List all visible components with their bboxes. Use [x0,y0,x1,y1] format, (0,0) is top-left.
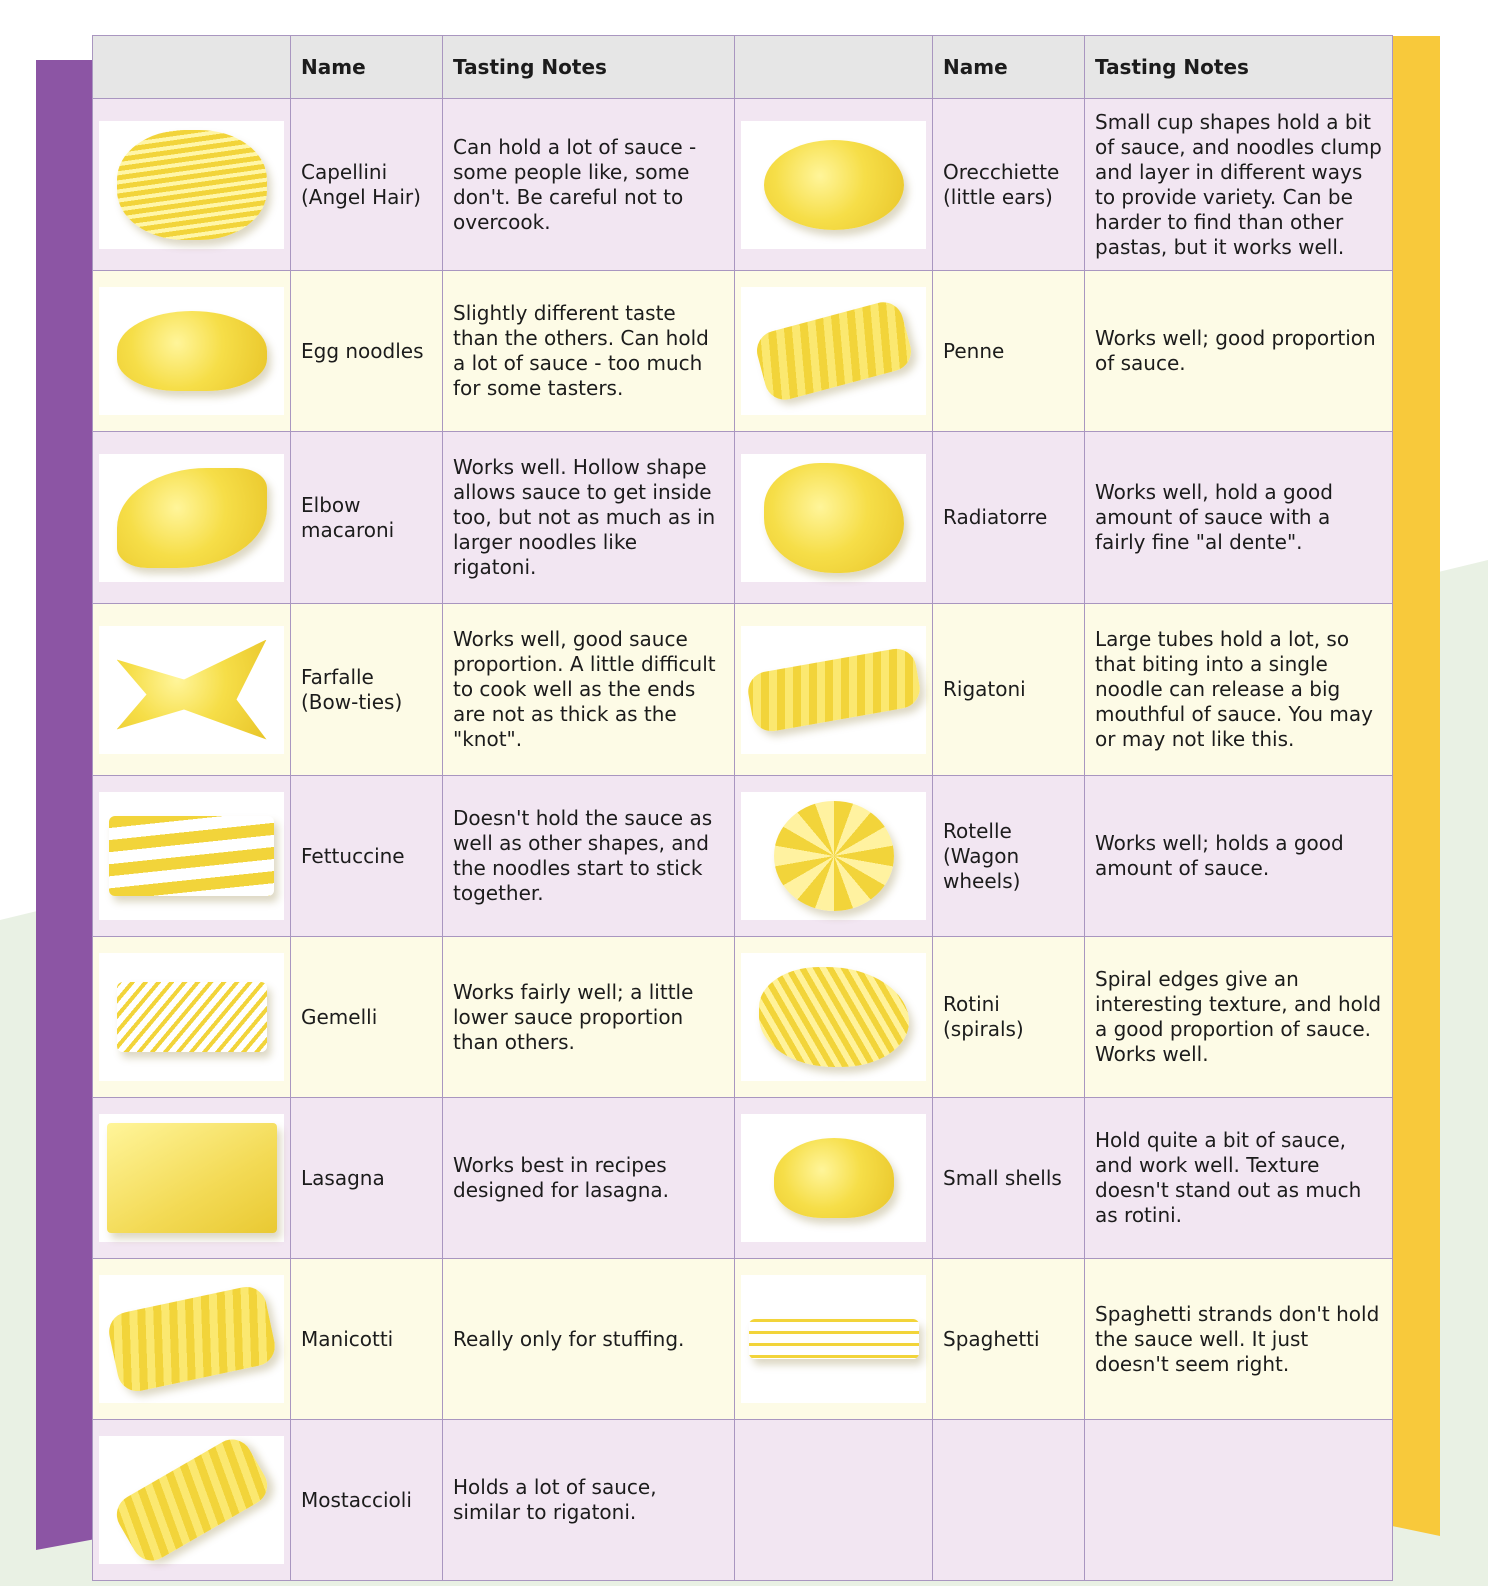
mostaccioli-photo [93,1420,291,1581]
orecchiette-photo [735,99,933,271]
pasta-name: Rotelle (Wagon wheels) [933,776,1085,937]
tasting-notes: Works best in recipes designed for lasagna. [443,1098,735,1259]
pasta-name: Rotini (spirals) [933,937,1085,1098]
farfalle-photo [93,604,291,776]
pasta-tasting-table-container [92,35,1392,1524]
rotelle-photo [735,776,933,937]
table-row [93,1259,1393,1420]
header-right-notes: Tasting Notes [1085,36,1393,99]
fettuccine-photo [93,776,291,937]
tasting-notes: Small cup shapes hold a bit of sauce, and noodles clump and layer in different ways to provide variety. Can be harder to find than other pastas, but it works well. [1085,99,1393,271]
pasta-name: Mostaccioli [291,1420,443,1581]
empty-cell [1085,1420,1393,1581]
tasting-notes: Works well; good proportion of sauce. [1085,271,1393,432]
header-left-name: Name [291,36,443,99]
tasting-notes: Large tubes hold a lot, so that biting into a single noodle can release a big mouthful of sauce. You may or may not like this. [1085,604,1393,776]
elbow-macaroni-photo [93,432,291,604]
tasting-notes: Works well. Hollow shape allows sauce to get inside too, but not as much as in larger noodles like rigatoni. [443,432,735,604]
tasting-notes: Holds a lot of sauce, similar to rigatoni. [443,1420,735,1581]
header-right-image [735,36,933,99]
header-right-name: Name [933,36,1085,99]
tasting-notes: Spaghetti strands don't hold the sauce well. It just doesn't seem right. [1085,1259,1393,1420]
pasta-name: Small shells [933,1098,1085,1259]
spaghetti-photo [735,1259,933,1420]
tasting-notes: Spiral edges give an interesting texture, and hold a good proportion of sauce. Works well. [1085,937,1393,1098]
tasting-notes: Doesn't hold the sauce as well as other shapes, and the noodles start to stick together. [443,776,735,937]
table-header-row [93,36,1393,99]
pasta-name: Radiatorre [933,432,1085,604]
table-row [93,271,1393,432]
table-row [93,776,1393,937]
capellini-photo [93,99,291,271]
table-row [93,937,1393,1098]
gemelli-photo [93,937,291,1098]
header-left-notes: Tasting Notes [443,36,735,99]
manicotti-photo [93,1259,291,1420]
penne-photo [735,271,933,432]
tasting-notes: Slightly different taste than the others. Can hold a lot of sauce - too much for some tasters. [443,271,735,432]
table-row [93,1420,1393,1581]
pasta-name: Spaghetti [933,1259,1085,1420]
tasting-notes: Can hold a lot of sauce - some people like, some don't. Be careful not to overcook. [443,99,735,271]
tasting-notes: Works well, hold a good amount of sauce with a fairly fine "al dente". [1085,432,1393,604]
table-row [93,432,1393,604]
tasting-notes: Hold quite a bit of sauce, and work well. Texture doesn't stand out as much as rotini. [1085,1098,1393,1259]
header-left-image [93,36,291,99]
pasta-name: Orecchiette (little ears) [933,99,1085,271]
egg-noodles-photo [93,271,291,432]
table-row [93,99,1393,271]
pasta-name: Penne [933,271,1085,432]
table-row [93,1098,1393,1259]
pasta-name: Elbow macaroni [291,432,443,604]
empty-cell [933,1420,1085,1581]
empty-cell [735,1420,933,1581]
tasting-notes: Works well, good sauce proportion. A little difficult to cook well as the ends are not as thick as the "knot". [443,604,735,776]
table-row [93,604,1393,776]
pasta-name: Egg noodles [291,271,443,432]
lasagna-photo [93,1098,291,1259]
small-shells-photo [735,1098,933,1259]
pasta-name: Lasagna [291,1098,443,1259]
pasta-name: Manicotti [291,1259,443,1420]
rigatoni-photo [735,604,933,776]
tasting-notes: Really only for stuffing. [443,1259,735,1420]
rotini-photo [735,937,933,1098]
pasta-name: Fettuccine [291,776,443,937]
tasting-notes: Works well; holds a good amount of sauce. [1085,776,1393,937]
pasta-tasting-table [92,35,1393,1581]
pasta-name: Rigatoni [933,604,1085,776]
pasta-name: Gemelli [291,937,443,1098]
radiatorre-photo [735,432,933,604]
tasting-notes: Works fairly well; a little lower sauce proportion than others. [443,937,735,1098]
pasta-name: Farfalle (Bow-ties) [291,604,443,776]
pasta-name: Capellini (Angel Hair) [291,99,443,271]
